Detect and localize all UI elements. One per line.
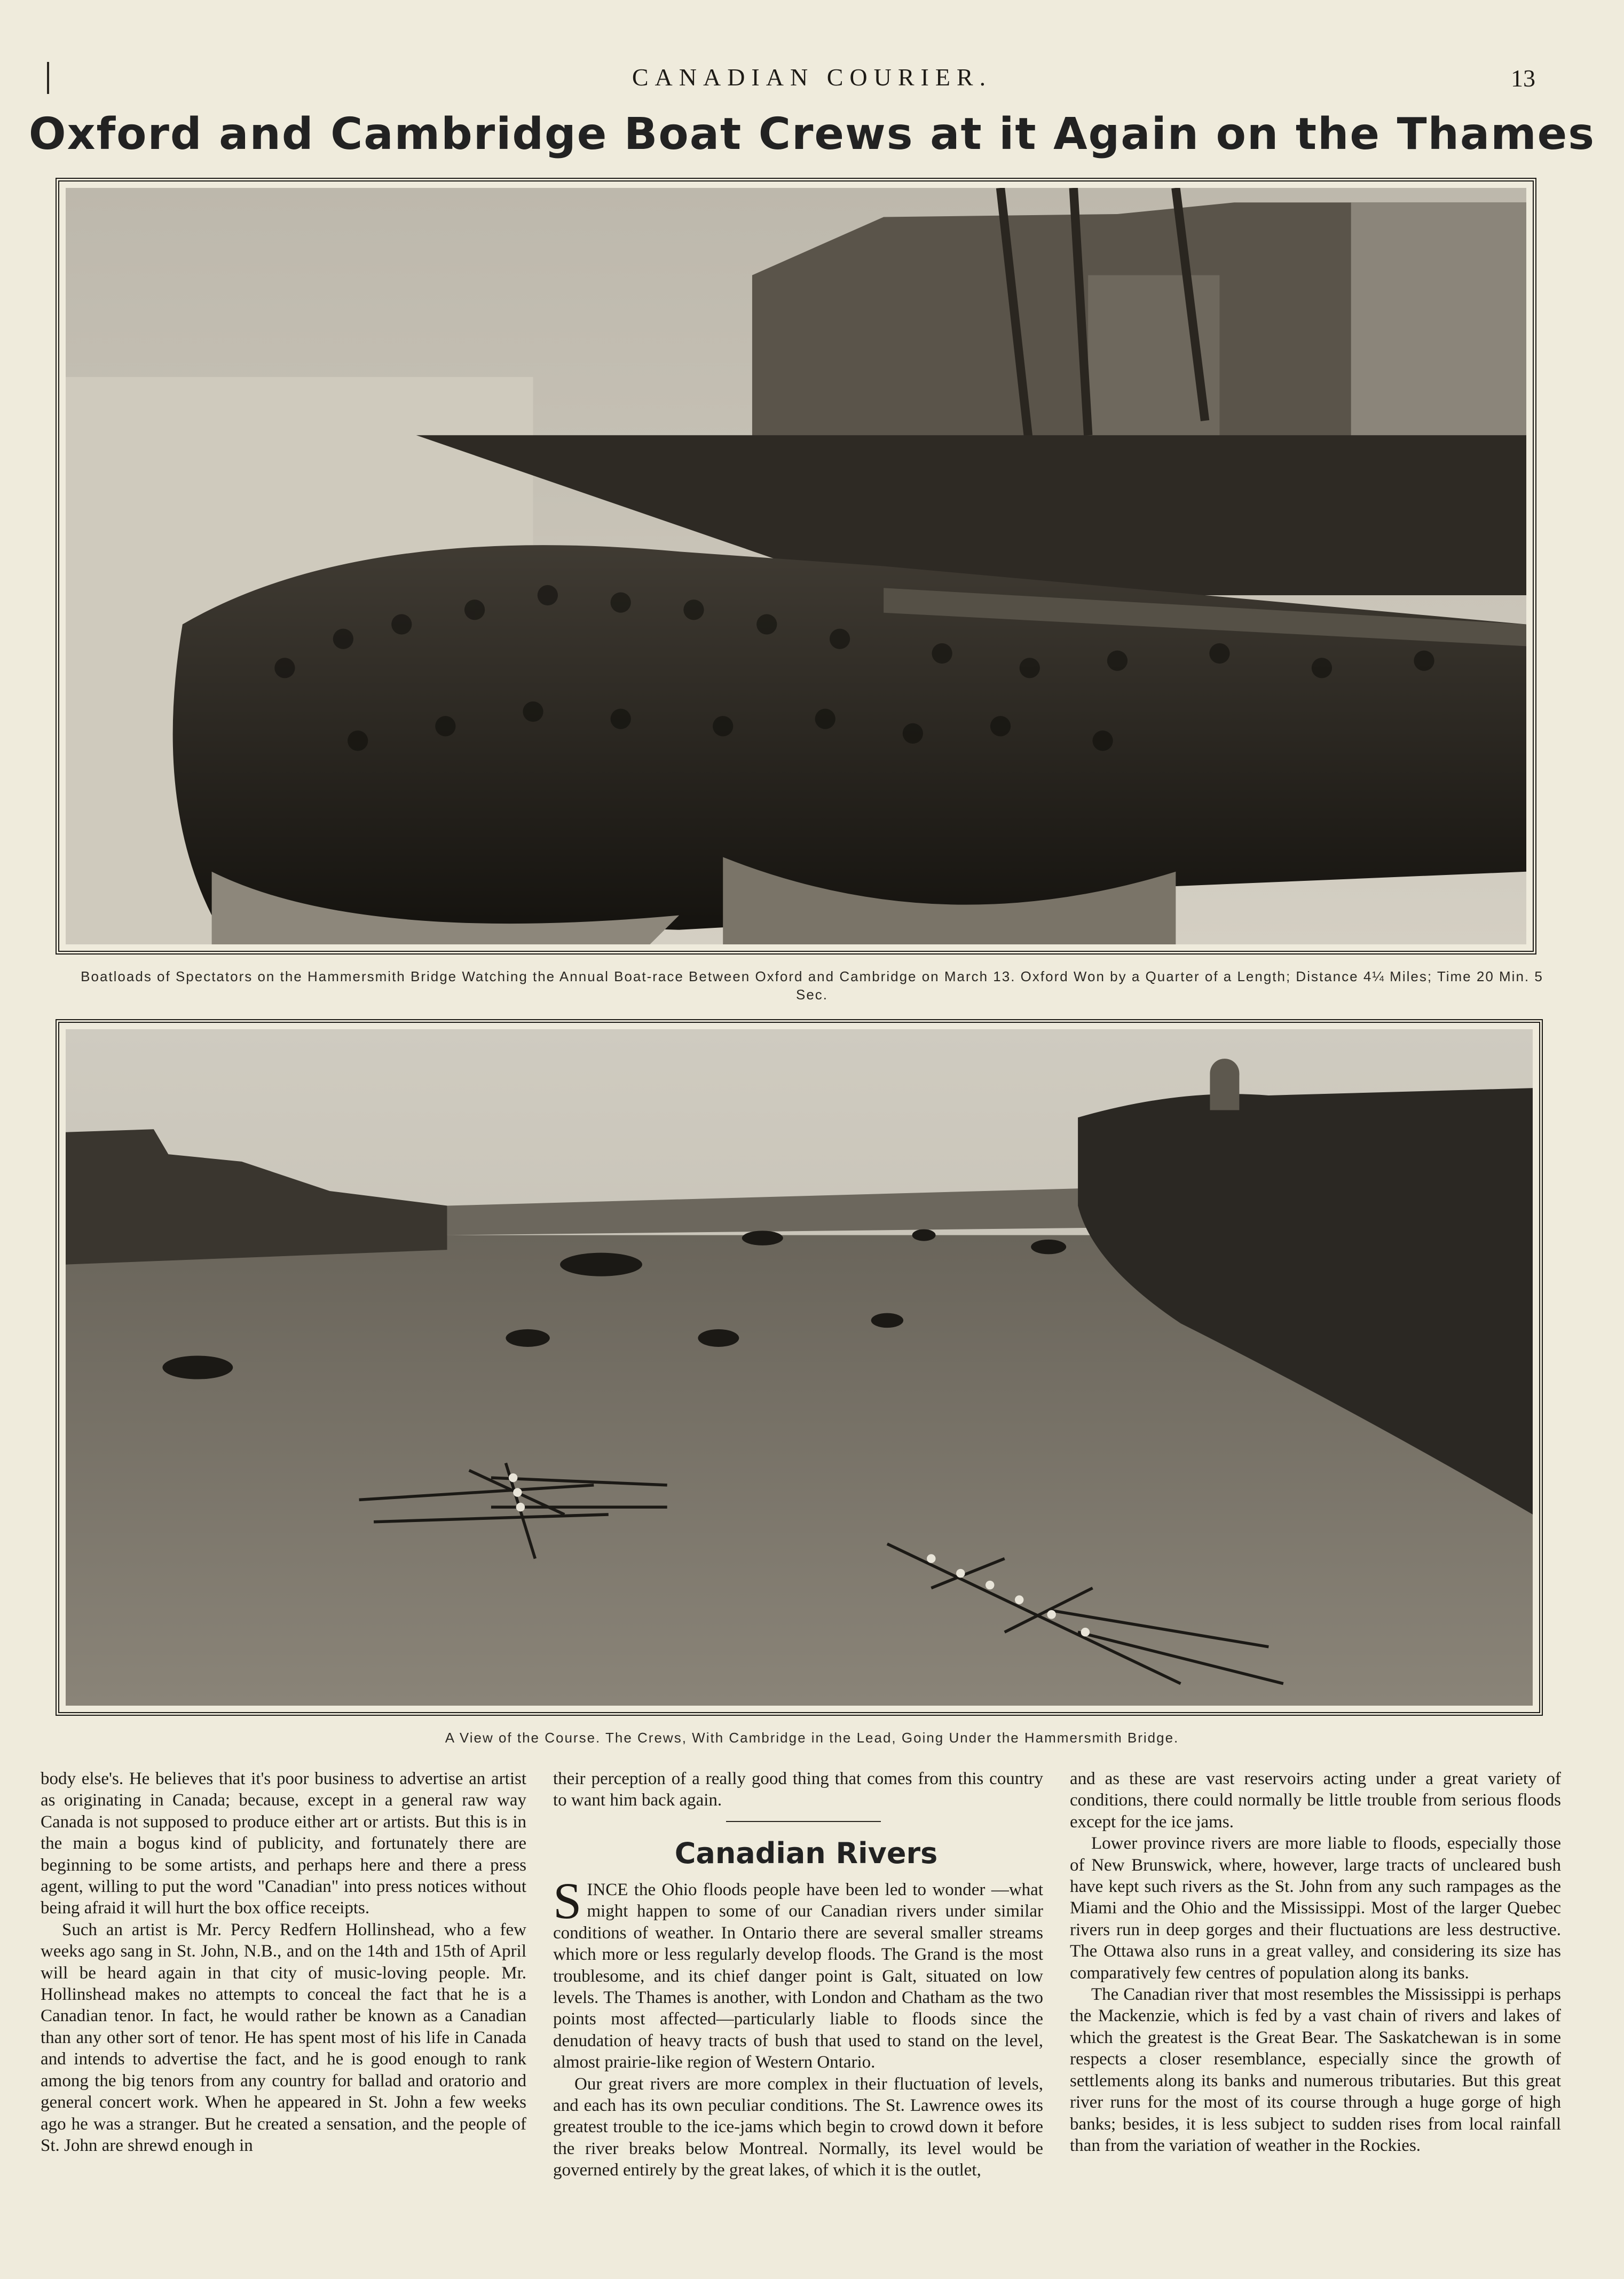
paragraph: body else's. He believes that it's poor business to advertise an artist as originating in Canada; because, except in a general raw way Canada is not supposed to produce either art or artists. But this is in the main a bogus kind of publicity, and fortunately there are beginning to be some artists, and perhaps here and there a press agent, willing to put the word "Canadian" into press notices without being afraid it will hurt the box office receipts. [41,1769,526,1918]
running-head: CANADIAN COURIER. [632,64,992,91]
photo-caption-bridge: Boatloads of Spectators on the Hammersmith Bridge Watching the Annual Boat-race Between Oxford and Cambridge on March 13. Oxford Won by a Quarter of a Length; Distance 4¼ Miles; Time 20 Min. 5 Sec. [81,968,1543,1003]
section-heading: Canadian Rivers [674,1836,938,1870]
paragraph: Such an artist is Mr. Percy Redfern Hollinshead, who a few weeks ago sang in St. John, N.B., and on the 14th and 15th of April will be heard again in that city of music-loving people. Mr. Hollinshead makes no attempts to conceal the fact that he is a Canadian tenor. In fact, he would rather be known as a Canadian than any other sort of tenor. He has spent most of his life in Canada and intends to advertise the fact, and he is good enough to rank among the big tenors from any country for ballad and oratorio and general concert work. When he appeared in St. John a few weeks ago he was a stranger. But he created a sensation, and the people of St. John are shrewd enough in [41,1920,526,2155]
paragraph: and as these are vast reservoirs acting under a great variety of conditions, there could normally be little trouble from serious floods except for the ice jams. [1070,1769,1561,1832]
photo-race-course [66,1029,1533,1706]
paragraph: Our great rivers are more complex in their fluctuation of levels, and each has its own peculiar conditions. The St. Lawrence owes its greatest trouble to the ice-jams which begin to crowd down it before the river breaks below Montreal. Normally, its level would be governed entirely by the great lakes, of which it is the outlet, [553,2074,1043,2180]
paragraph: Lower province rivers are more liable to floods, especially those of New Brunswick, where, however, large tracts of uncleared bush have kept such rivers as the St. John from any such rampages as the Miami and the Ohio and the Mississippi. Most of the larger Quebec rivers run in deep gorges and their fluctuations are less destructive. The Ottawa also runs in a great valley, and considering its size has comparatively few centres of population along its banks. [1070,1834,1561,1983]
photo-bridge-spectators-image [66,188,1526,944]
drop-cap: S [553,1872,582,1929]
paragraph-first [553,1872,1043,2073]
photo-race-course-image [66,1029,1533,1706]
section-rule [726,1821,881,1822]
page-number: 13 [1511,65,1535,92]
article-column-3 [1070,1768,1561,2156]
article-column-1 [41,1768,526,2156]
article-column-2 [553,1768,1043,1811]
photo-frame-course [56,1019,1543,1716]
canadian-rivers-text [553,1872,1043,2181]
headline: Oxford and Cambridge Boat Crews at it Again on the Thames [28,109,1596,160]
paragraph-first-text: INCE the Ohio floods people have been led to wonder —what might happen to some of our Canadian rivers under similar conditions of weather. In Ontario there are several smaller streams which more or less regularly develop floods. The Grand is the most troublesome, and its chief danger point is Galt, situated on low levels. The Thames is another, with London and Chatham as the two points most affected—particularly liable to floods since the denudation of heavy tracts of bush that used to stand on the level, almost prairie-like region of Western Ontario. [553,1880,1043,2072]
photo-bridge-spectators [66,188,1526,944]
photo-caption-course: A View of the Course. The Crews, With Cambridge in the Lead, Going Under the Hammersmith Bridge. [445,1730,1179,1746]
paragraph: The Canadian river that most resembles the Mississippi is perhaps the Mackenzie, which is fed by a vast chain of rivers and lakes of which the greatest is the Great Bear. The Saskatchewan is in some respects a closer resemblance, especially since the growth of settlements along its banks and numerous tributaries. But this great river runs for the most of its course through a huge gorge of high banks; besides, it is less subject to sudden rises from local rainfall than from the variation of weather in the Rockies. [1070,1985,1561,2155]
paragraph: their perception of a really good thing that comes from this country to want him back again. [553,1769,1043,1810]
photo-frame-bridge-crowd [56,178,1536,955]
